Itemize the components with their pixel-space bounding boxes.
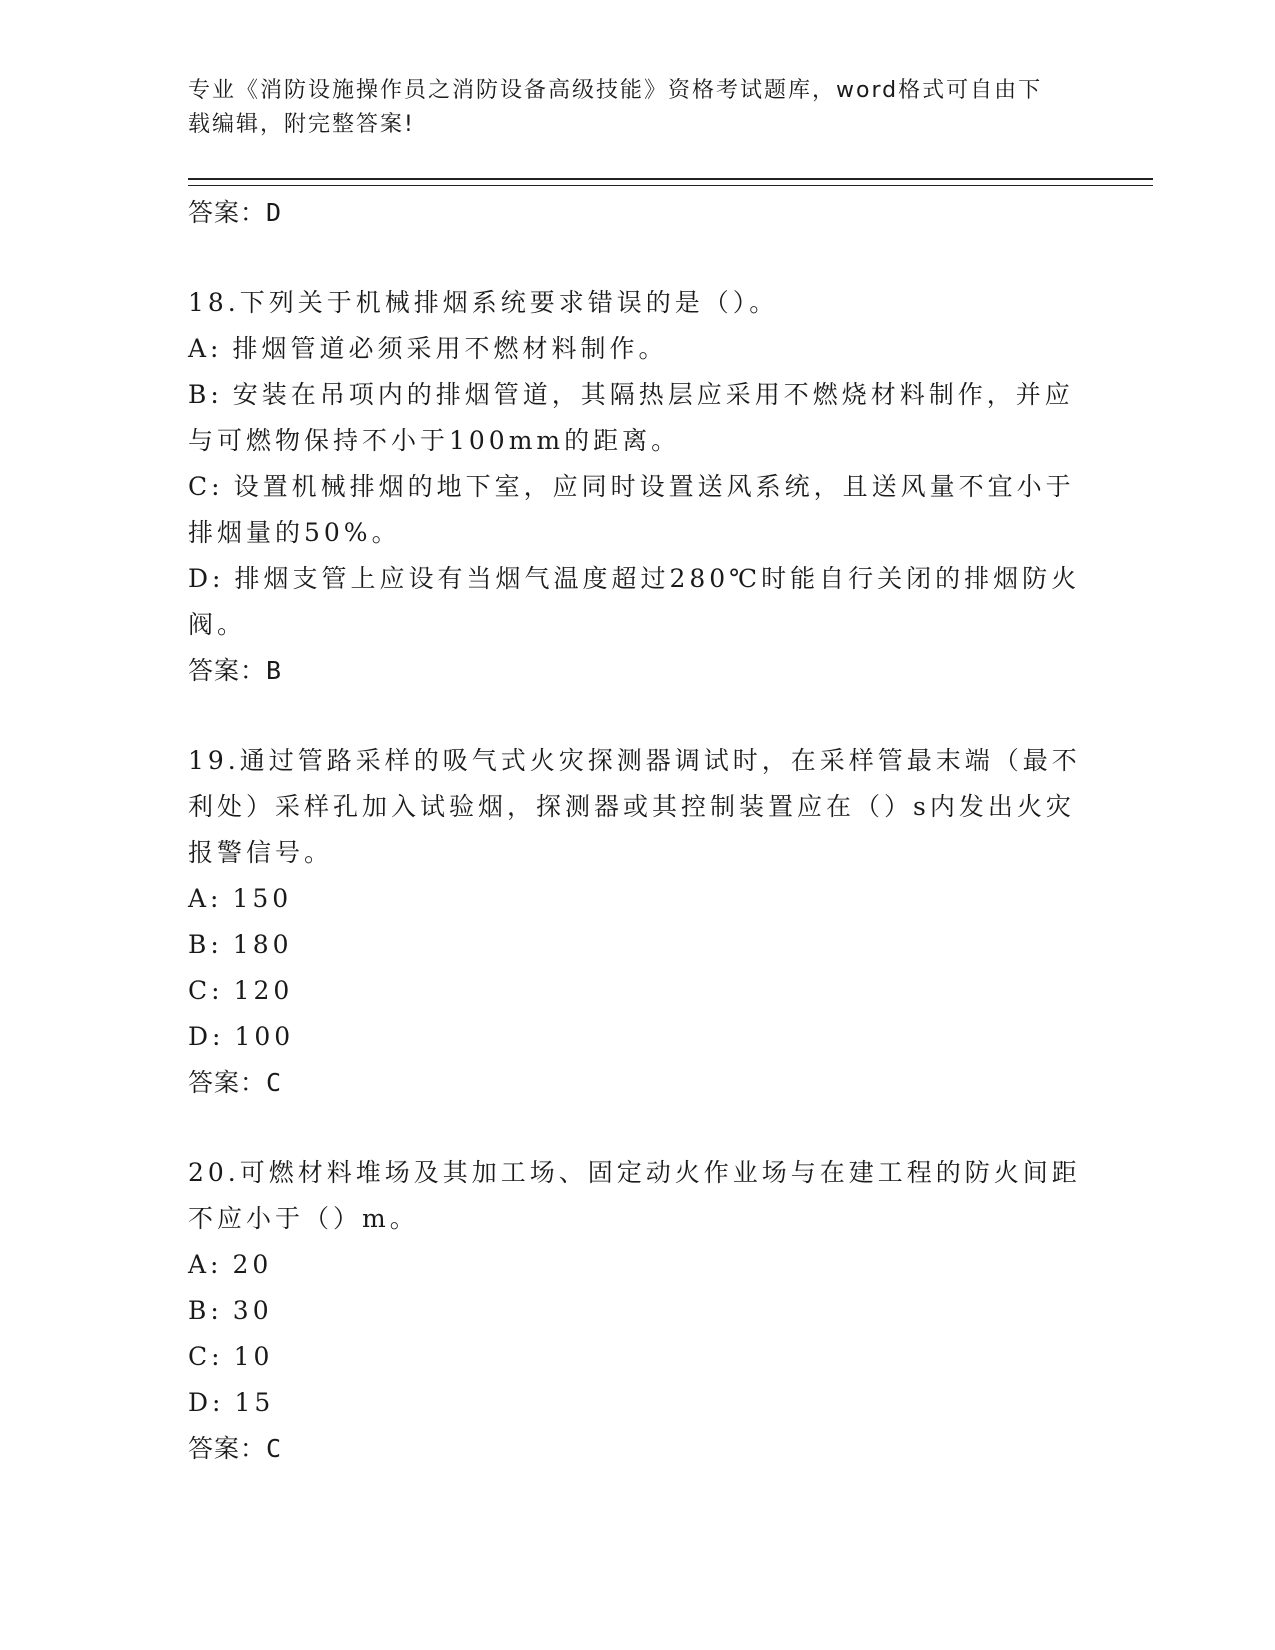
option-key: C:: [188, 1342, 224, 1371]
answer-label: 答案：: [188, 1434, 267, 1463]
answer-label: 答案：: [188, 1068, 267, 1097]
question-19: [188, 738, 1088, 1106]
option-text: 10: [233, 1342, 274, 1371]
option-key: A:: [188, 884, 223, 913]
option-d: [188, 1380, 1088, 1426]
option-text: 20: [232, 1250, 273, 1279]
option-c: [188, 968, 1088, 1014]
answer-line: [188, 648, 1088, 694]
option-text: 100: [234, 1022, 295, 1051]
option-c: [188, 464, 1088, 556]
option-key: B:: [188, 1296, 223, 1325]
option-text: 设置机械排烟的地下室，应同时设置送风系统，且送风量不宜小于排烟量的50%。: [188, 472, 1075, 547]
answer-line: [188, 1426, 1088, 1472]
option-text: 排烟支管上应设有当烟气温度超过280℃时能自行关闭的排烟防火阀。: [188, 564, 1081, 639]
content: [188, 190, 1088, 1472]
answer-label: 答案：: [188, 656, 267, 685]
question-text: 19.通过管路采样的吸气式火灾探测器调试时，在采样管最末端（最不利处）采样孔加入试验烟，探测器或其控制装置应在（）s内发出火灾报警信号。: [188, 746, 1081, 867]
option-key: D:: [188, 1022, 225, 1051]
option-a: [188, 326, 1088, 372]
header-line-1: 专业《消防设施操作员之消防设备高级技能》资格考试题库，word格式可自由下: [188, 78, 1043, 103]
answer-line: [188, 190, 1088, 236]
question-text: 20.可燃材料堆场及其加工场、固定动火作业场与在建工程的防火间距不应小于（）m。: [188, 1158, 1081, 1233]
question-text: 18.下列关于机械排烟系统要求错误的是（）。: [188, 288, 779, 317]
option-key: D:: [188, 1388, 225, 1417]
question-20: [188, 1150, 1088, 1472]
option-key: A:: [188, 1250, 223, 1279]
answer-value: D: [266, 198, 283, 227]
option-key: A:: [188, 334, 223, 363]
option-d: [188, 1014, 1088, 1060]
header-divider: [188, 178, 1153, 186]
answer-line: [188, 1060, 1088, 1106]
option-text: 180: [232, 930, 293, 959]
option-text: 150: [232, 884, 293, 913]
question-18: [188, 280, 1088, 694]
answer-value: C: [266, 1434, 283, 1463]
answer-value: C: [266, 1068, 283, 1097]
option-key: C:: [188, 472, 224, 501]
option-text: 120: [233, 976, 294, 1005]
option-d: [188, 556, 1088, 648]
option-key: B:: [188, 380, 223, 409]
option-a: [188, 876, 1088, 922]
option-text: 15: [234, 1388, 275, 1417]
page-header: [188, 74, 1088, 142]
header-line-2: 载编辑，附完整答案!: [188, 112, 415, 137]
option-text: 安装在吊项内的排烟管道，其隔热层应采用不燃烧材料制作，并应与可燃物保持不小于100mm的距离。: [188, 380, 1074, 455]
option-key: C:: [188, 976, 224, 1005]
option-b: [188, 372, 1088, 464]
option-key: B:: [188, 930, 223, 959]
option-b: [188, 922, 1088, 968]
option-b: [188, 1288, 1088, 1334]
option-text: 排烟管道必须采用不燃材料制作。: [232, 334, 668, 363]
answer-value: B: [266, 656, 283, 685]
option-text: 30: [232, 1296, 273, 1325]
answer-label: 答案：: [188, 198, 267, 227]
option-c: [188, 1334, 1088, 1380]
option-key: D:: [188, 564, 225, 593]
option-a: [188, 1242, 1088, 1288]
